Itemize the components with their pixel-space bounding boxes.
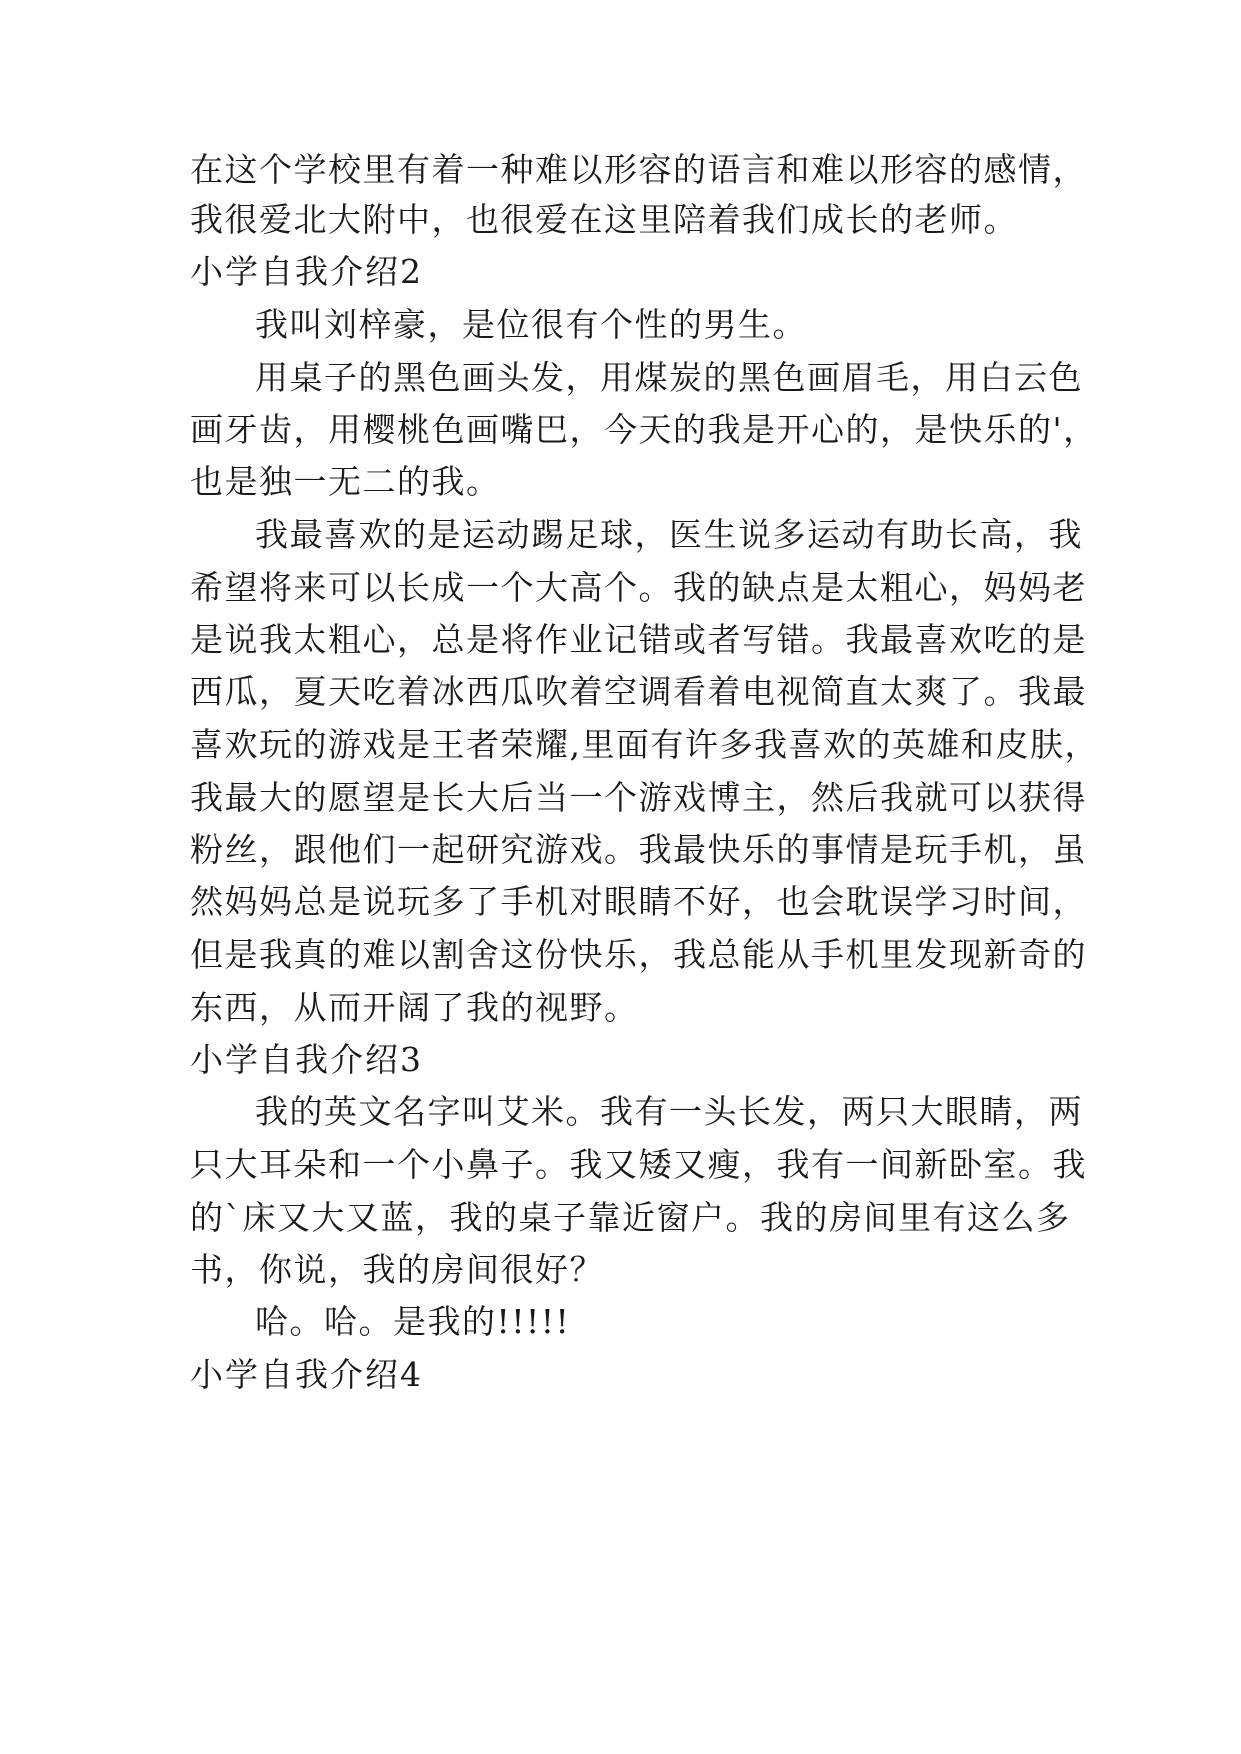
paragraph-line: 我很爱北大附中，也很爱在这里陪着我们成长的老师。 [190, 200, 1018, 239]
paragraph-line: 我的英文名字叫艾米。我有一头长发，两只大眼睛，两 [255, 1092, 1083, 1131]
paragraph-line: 喜欢玩的游戏是王者荣耀,里面有许多我喜欢的英雄和皮肤， [190, 725, 1099, 764]
paragraph-line: 在这个学校里有着一种难以形容的语言和难以形容的感情， [190, 150, 1087, 189]
paragraph-line: 是说我太粗心，总是将作业记错或者写错。我最喜欢吃的是 [190, 620, 1087, 659]
paragraph-line: 也是独一无二的我。 [190, 462, 501, 501]
paragraph-line: 只大耳朵和一个小鼻子。我又矮又瘦，我有一间新卧室。我 [190, 1145, 1087, 1184]
paragraph-line: 我最喜欢的是运动踢足球，医生说多运动有助长高，我 [255, 515, 1083, 554]
paragraph-line: 用桌子的黑色画头发，用煤炭的黑色画眉毛，用白云色 [255, 358, 1083, 397]
paragraph-line: 希望将来可以长成一个大高个。我的缺点是太粗心，妈妈老 [190, 568, 1087, 607]
paragraph-line: 西瓜，夏天吃着冰西瓜吹着空调看着电视简直太爽了。我最 [190, 672, 1087, 711]
paragraph-line: 哈。哈。是我的!!!!! [255, 1302, 571, 1341]
paragraph-line: 书，你说，我的房间很好？ [190, 1250, 604, 1289]
paragraph-line: 粉丝，跟他们一起研究游戏。我最快乐的事情是玩手机，虽 [190, 830, 1087, 869]
section-heading: 小学自我介绍4 [190, 1355, 423, 1394]
paragraph-line: 我最大的愿望是长大后当一个游戏博主，然后我就可以获得 [190, 778, 1087, 817]
paragraph-line: 画牙齿，用樱桃色画嘴巴，今天的我是开心的，是快乐的'， [190, 410, 1098, 449]
paragraph-line: 但是我真的难以割舍这份快乐，我总能从手机里发现新奇的 [190, 935, 1087, 974]
paragraph-line: 然妈妈总是说玩多了手机对眼睛不好，也会耽误学习时间， [190, 882, 1087, 921]
section-heading: 小学自我介绍2 [190, 252, 423, 291]
section-heading: 小学自我介绍3 [190, 1040, 423, 1079]
paragraph-line: 东西，从而开阔了我的视野。 [190, 988, 639, 1027]
paragraph-line: 的`床又大又蓝，我的桌子靠近窗户。我的房间里有这么多 [190, 1198, 1071, 1237]
paragraph-line: 我叫刘梓豪，是位很有个性的男生。 [255, 305, 807, 344]
